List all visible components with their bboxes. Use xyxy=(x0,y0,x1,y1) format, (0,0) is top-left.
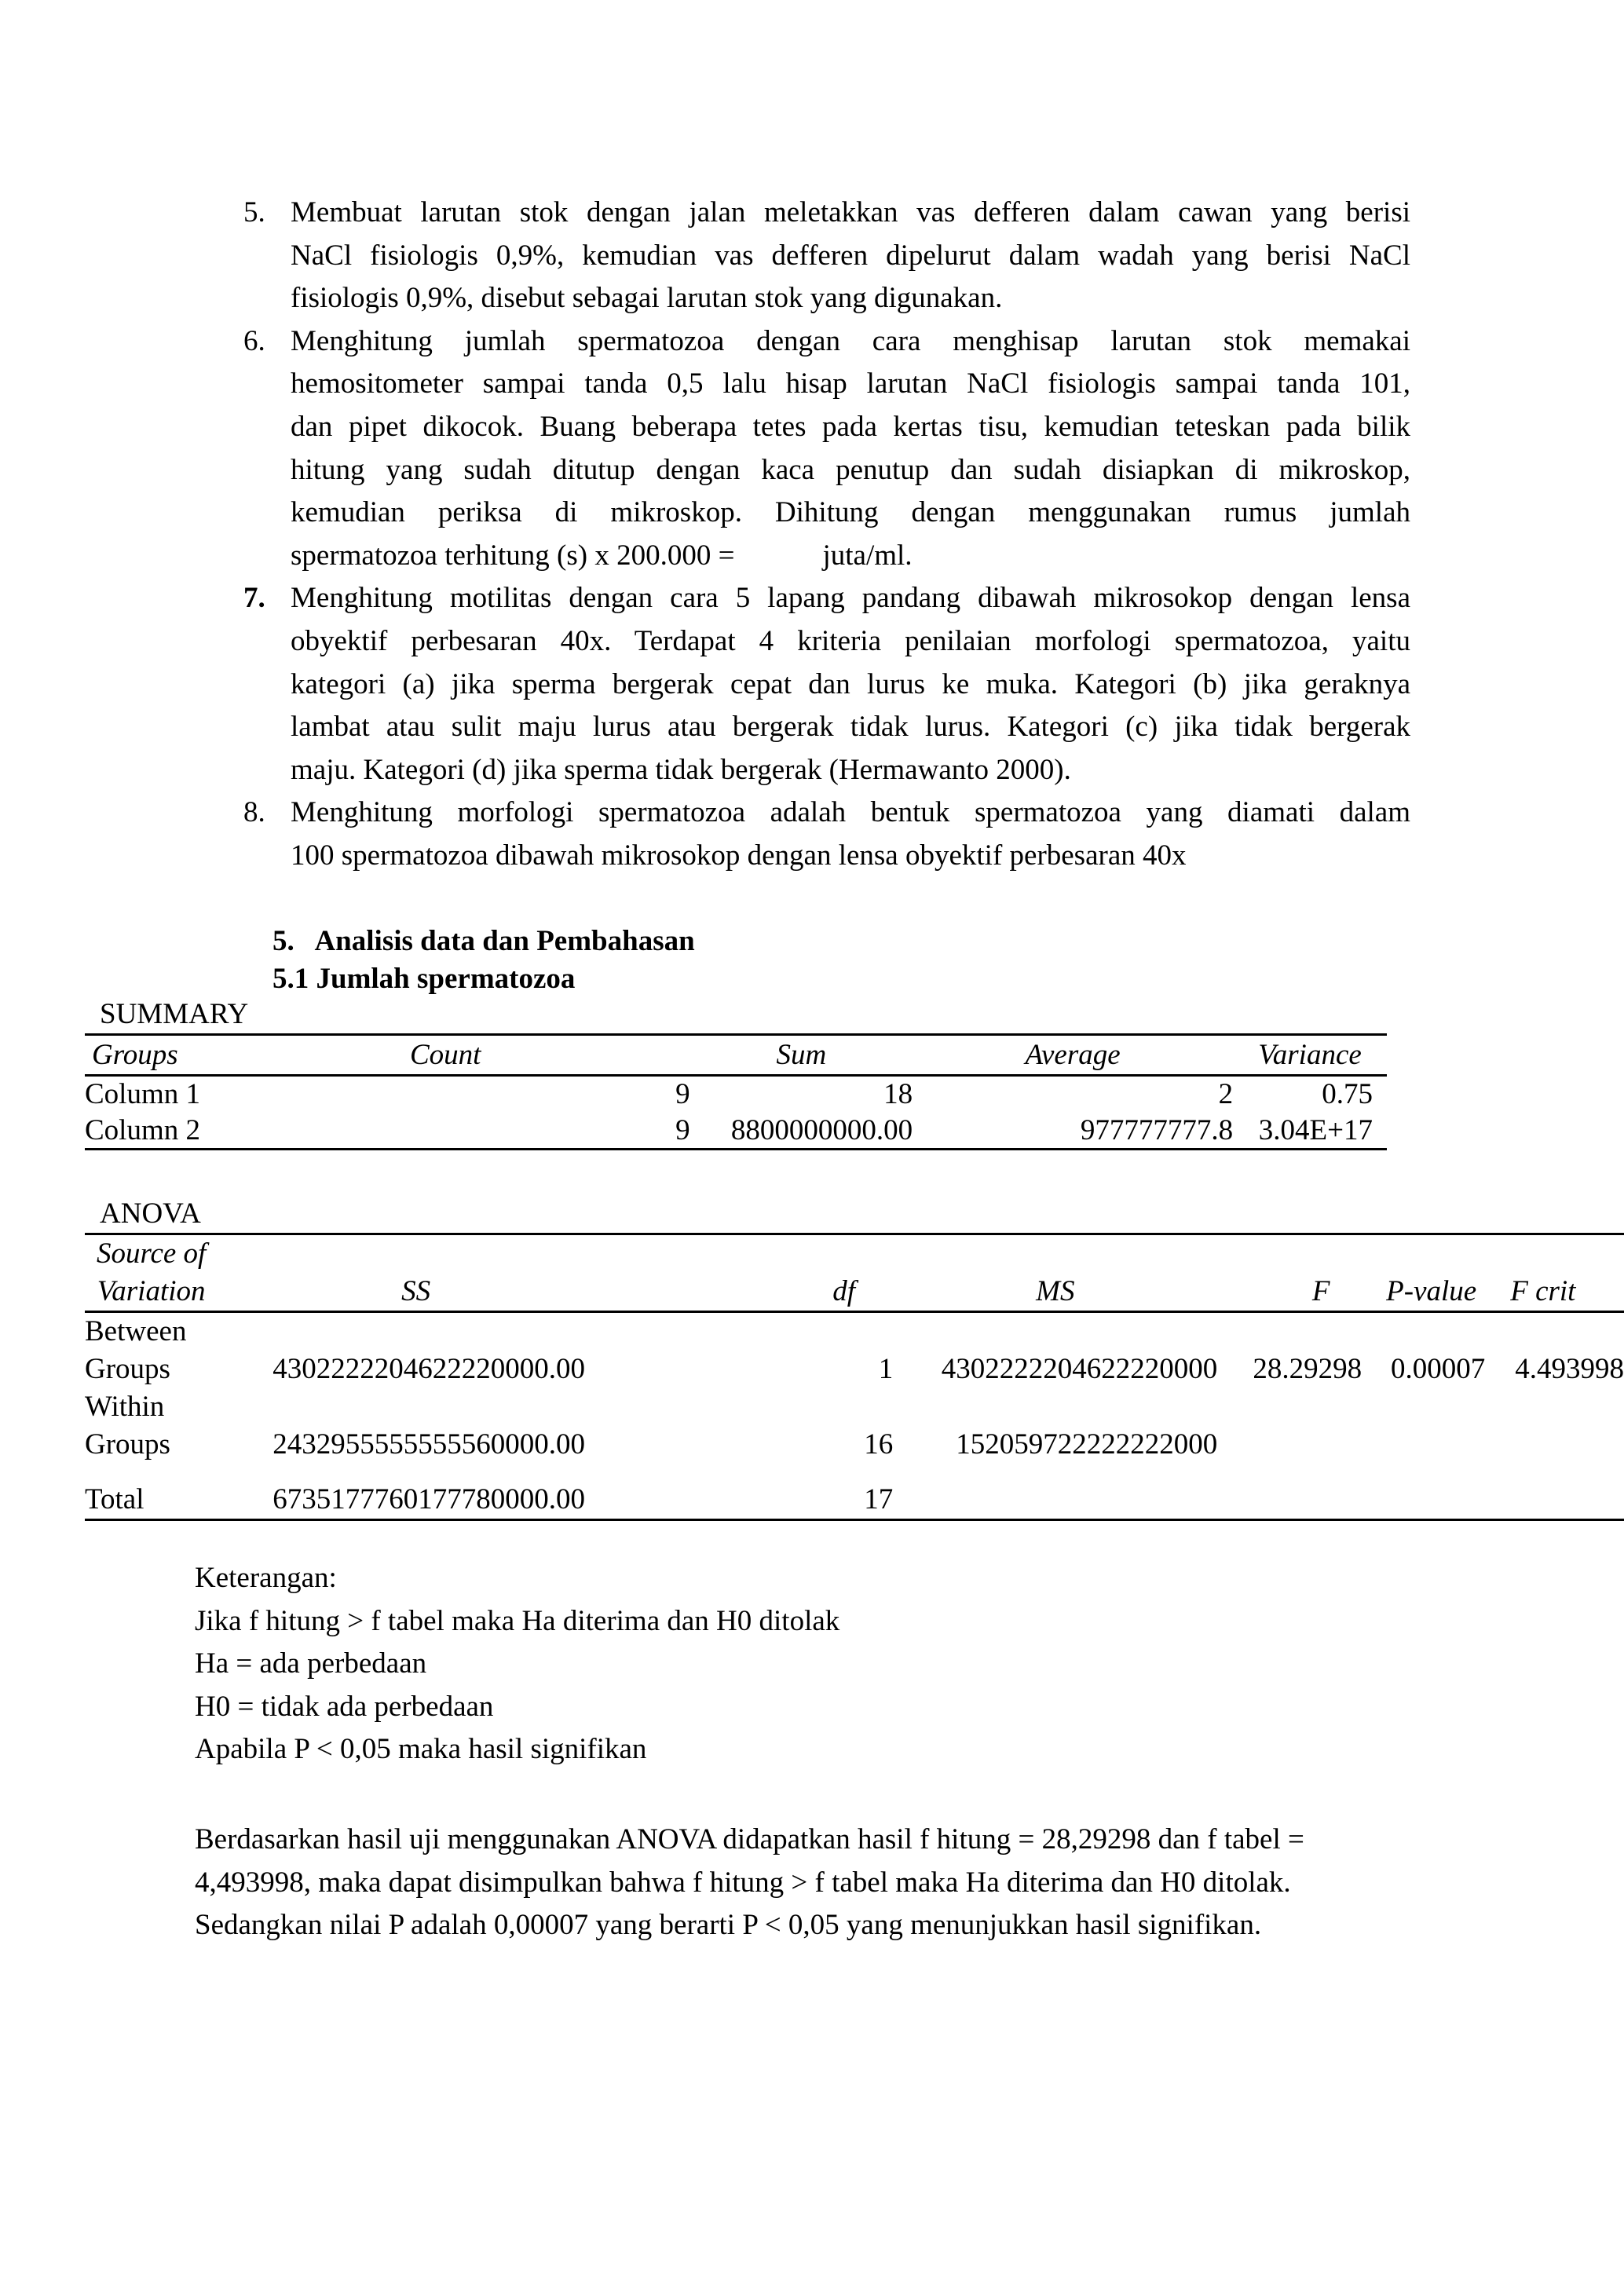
step-line: lambat atau sulit maju lurus atau bergerak tidak lurus. Kategori (c) jika tidak bergerak xyxy=(291,711,1410,744)
step-line xyxy=(291,535,1410,578)
note-line: Jika f hitung > f tabel maka Ha diterima dan H0 ditolak xyxy=(195,1604,840,1637)
anova-table xyxy=(85,1233,1624,1521)
subsection-heading: 5.1 Jumlah spermatozoa xyxy=(272,963,576,995)
table-cell: 1 xyxy=(878,1353,894,1385)
column-header: Count xyxy=(409,1039,481,1071)
table-cell: 977777777.8 xyxy=(1080,1113,1234,1146)
anova-caption: ANOVA xyxy=(100,1197,201,1230)
step-line: Menghitung morfologi spermatozoa adalah bentuk spermatozoa yang diamati dalam xyxy=(291,796,1410,829)
table-cell: Total xyxy=(85,1483,144,1515)
section-heading: 5. Analisis data dan Pembahasan xyxy=(272,925,695,957)
column-header: Sum xyxy=(776,1039,827,1071)
table-cell: Column 1 xyxy=(85,1078,200,1111)
table-header-row xyxy=(85,1234,1624,1312)
step-line: fisiologis 0,9%, disebut sebagai larutan stok yang digunakan. xyxy=(291,282,1003,315)
header-line: Variation xyxy=(97,1275,206,1307)
formula-unit: juta/ml. xyxy=(822,539,913,572)
column-header-source xyxy=(85,1234,272,1312)
step-text xyxy=(291,792,1410,877)
source-line: Groups xyxy=(85,1428,170,1461)
table-cell: 3.04E+17 xyxy=(1258,1113,1373,1146)
table-cell xyxy=(1217,1388,1362,1464)
table-cell xyxy=(1362,1388,1485,1464)
table-cell: 2 xyxy=(1218,1078,1234,1111)
step-text xyxy=(291,577,1410,792)
step-line: NaCl fisiologis 0,9%, kemudian vas defferen dipelurut dalam wadah yang berisi NaCl xyxy=(291,239,1410,272)
column-header: Variance xyxy=(1258,1039,1362,1071)
step-number: 7. xyxy=(243,582,265,615)
table-cell: 2432955555555560000.00 xyxy=(272,1428,586,1461)
summary-caption: SUMMARY xyxy=(100,998,249,1030)
step-line: kemudian periksa di mikroskop. Dihitung dengan menggunakan rumus jumlah xyxy=(291,496,1410,529)
step-line: obyektif perbesaran 40x. Terdapat 4 kriteria penilaian morfologi spermatozoa, yaitu xyxy=(291,624,1410,657)
column-header: df xyxy=(832,1275,855,1307)
table-cell: 4302222204622220000 xyxy=(941,1353,1218,1385)
table-cell: 4.493998 xyxy=(1515,1353,1624,1385)
step-8 xyxy=(240,792,1410,877)
step-5 xyxy=(240,192,1410,320)
table-cell xyxy=(1485,1464,1624,1520)
step-6 xyxy=(240,320,1410,578)
table-cell: 16 xyxy=(864,1428,894,1461)
table-cell xyxy=(893,1464,1217,1520)
source-line: Between xyxy=(85,1315,187,1347)
table-header-row xyxy=(85,1035,1387,1076)
step-line: Menghitung motilitas dengan cara 5 lapang pandang dibawah mikrosokop dengan lensa xyxy=(291,582,1410,615)
step-number: 8. xyxy=(243,796,265,829)
summary-table xyxy=(85,1033,1387,1150)
step-line: hitung yang sudah ditutup dengan kaca penutup dan sudah disiapkan di mikroskop, xyxy=(291,453,1410,486)
step-line: dan pipet dikocok. Buang beberapa tetes pada kertas tisu, kemudian teteskan pada bilik xyxy=(291,410,1410,443)
step-number: 5. xyxy=(243,196,265,228)
table-cell xyxy=(1217,1464,1362,1520)
column-header: P-value xyxy=(1386,1275,1477,1307)
column-header: F xyxy=(1311,1275,1330,1307)
step-line: hemositometer sampai tanda 0,5 lalu hisap larutan NaCl fisiologis sampai tanda 101, xyxy=(291,367,1410,400)
table-row xyxy=(85,1076,1387,1113)
formula-text: spermatozoa terhitung (s) x 200.000 = xyxy=(291,539,735,572)
table-cell: 18 xyxy=(883,1078,913,1111)
column-header: MS xyxy=(1036,1275,1075,1307)
note-line: Keterangan: xyxy=(195,1562,337,1594)
column-header: F crit xyxy=(1510,1275,1576,1307)
source-line: Groups xyxy=(85,1353,170,1385)
table-cell: 17 xyxy=(864,1483,894,1515)
column-header: Groups xyxy=(92,1039,178,1071)
table-cell: 6735177760177780000.00 xyxy=(272,1483,586,1515)
step-7 xyxy=(240,577,1410,792)
step-line: 100 spermatozoa dibawah mikrosokop dengan lensa obyektif perbesaran 40x xyxy=(291,839,1187,872)
table-cell: 4302222204622220000.00 xyxy=(272,1353,586,1385)
table-row xyxy=(85,1388,1624,1464)
table-cell: 9 xyxy=(675,1078,690,1111)
step-line: Menghitung jumlah spermatozoa dengan cara menghisap larutan stok memakai xyxy=(291,324,1410,357)
table-cell-source xyxy=(85,1388,272,1464)
header-line: Source of xyxy=(96,1238,207,1270)
conclusion-paragraph: Berdasarkan hasil uji menggunakan ANOVA didapatkan hasil f hitung = 28,29298 dan f tabel = 4,493998, maka dapat disimpulkan bahwa f hitung > f tabel maka Ha diterima dan H0 ditolak. Sedangkan nilai P adalah 0,00007 yang berarti P < 0,05 yang menunjukkan hasil signifikan. xyxy=(195,1823,1304,1941)
table-cell: 28.29298 xyxy=(1253,1353,1362,1385)
note-line: H0 = tidak ada perbedaan xyxy=(195,1690,494,1723)
notes-block xyxy=(195,1557,839,1771)
table-cell: Column 2 xyxy=(85,1113,200,1146)
table-cell: 9 xyxy=(675,1113,690,1146)
step-line: kategori (a) jika sperma bergerak cepat dan lurus ke muka. Kategori (b) jika geraknya xyxy=(291,667,1410,700)
table-row xyxy=(85,1113,1387,1150)
procedure-list xyxy=(240,192,1410,878)
table-cell: 8800000000.00 xyxy=(730,1113,913,1146)
table-row-total xyxy=(85,1464,1624,1520)
table-cell: 152059722222222000 xyxy=(956,1428,1218,1461)
step-text xyxy=(291,192,1410,320)
note-line: Ha = ada perbedaan xyxy=(195,1647,427,1680)
step-line: maju. Kategori (d) jika sperma tidak bergerak (Hermawanto 2000). xyxy=(291,753,1071,786)
source-line: Within xyxy=(85,1391,165,1423)
column-header: Average xyxy=(1025,1039,1121,1071)
step-line: Membuat larutan stok dengan jalan meletakkan vas defferen dalam cawan yang berisi xyxy=(291,196,1410,228)
step-text xyxy=(291,320,1410,578)
column-header: SS xyxy=(401,1275,431,1307)
table-cell xyxy=(1485,1388,1624,1464)
table-cell: 0.75 xyxy=(1322,1078,1373,1111)
table-cell xyxy=(1362,1464,1485,1520)
note-line: Apabila P < 0,05 maka hasil signifikan xyxy=(195,1733,647,1765)
table-cell-source xyxy=(85,1312,272,1389)
table-cell: 0.00007 xyxy=(1390,1353,1486,1385)
table-row xyxy=(85,1312,1624,1389)
step-number: 6. xyxy=(243,324,265,357)
